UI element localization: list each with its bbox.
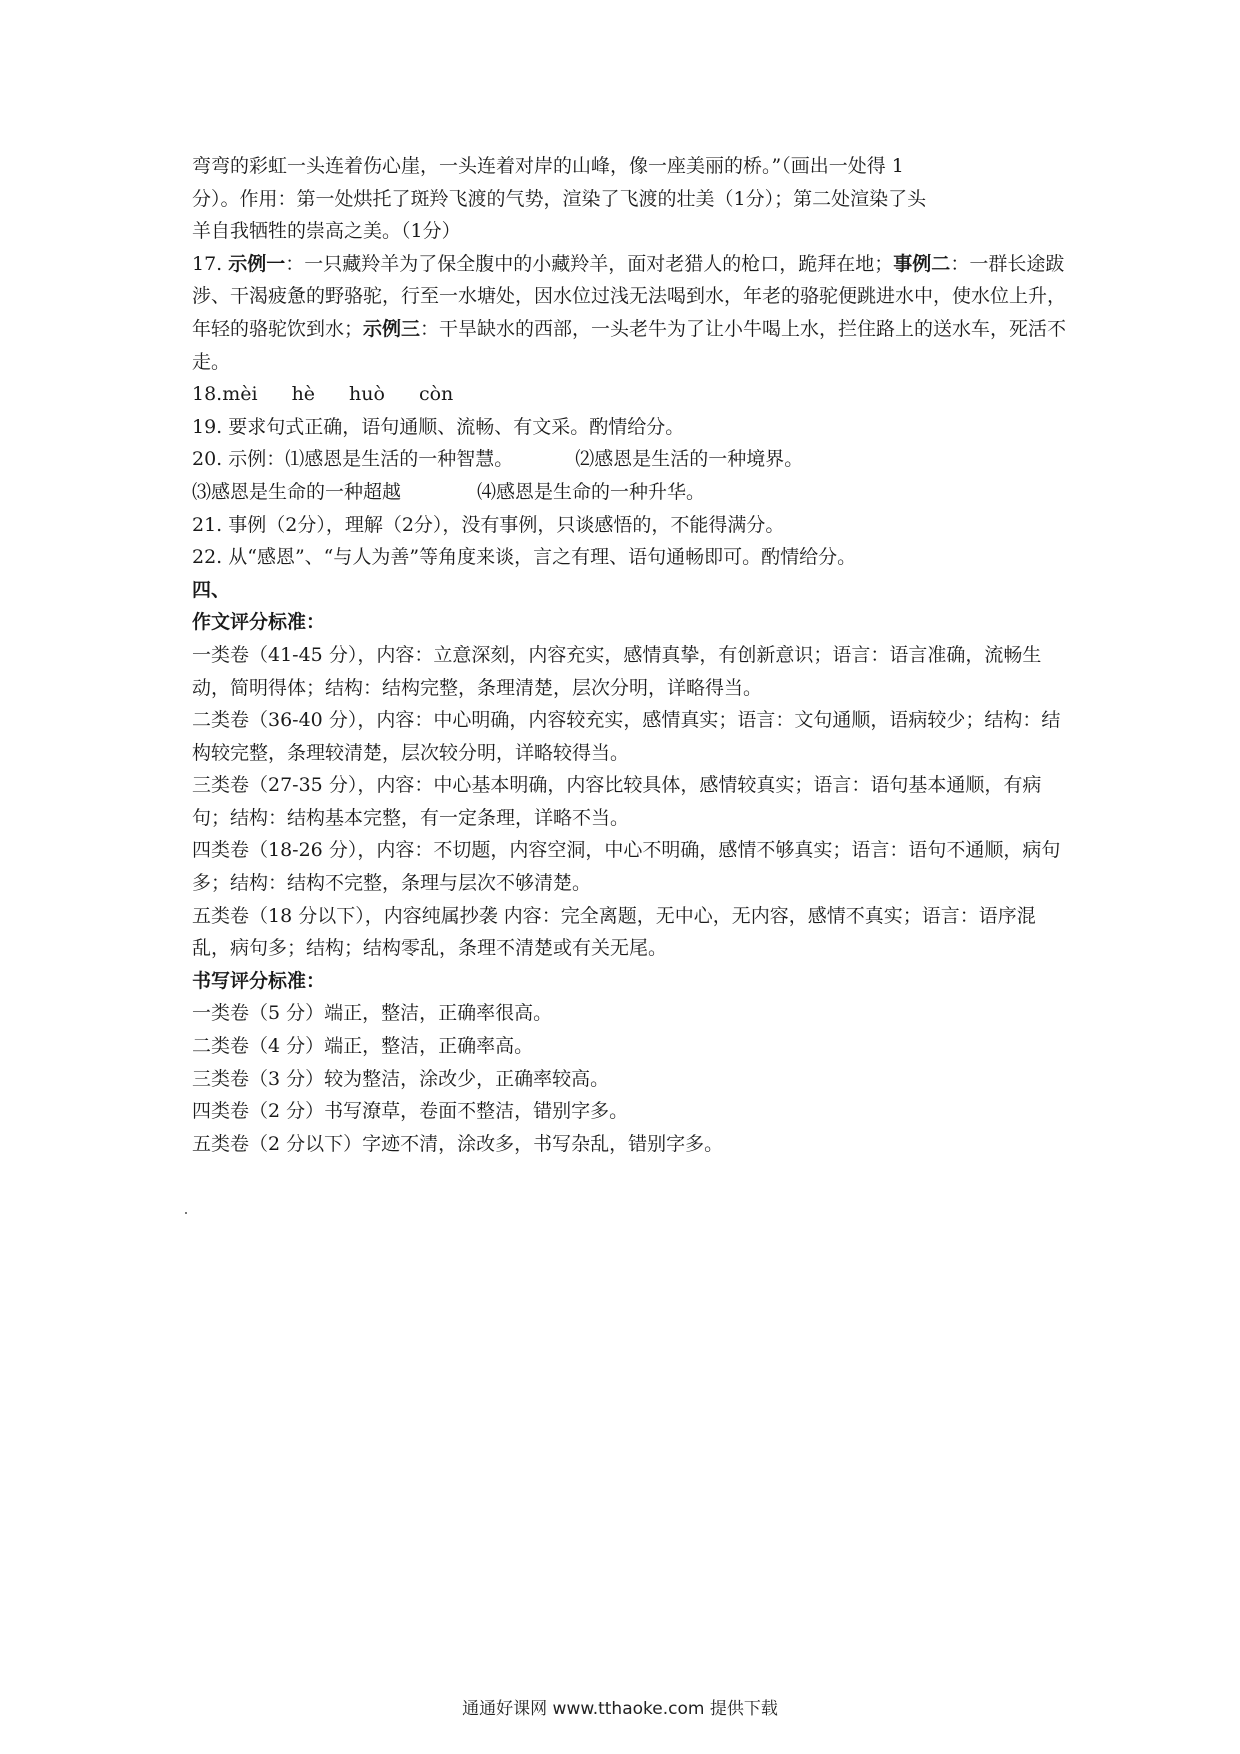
criteria-item: 一类卷（41-45 分），内容：立意深刻，内容充实，感情真挚，有创新意识；语言：语言准确，流畅生动，简明得体；结构：结构完整，条理清楚，层次分明，详略得当。 bbox=[192, 643, 1042, 699]
question-number: 17. bbox=[192, 252, 223, 275]
question-18 bbox=[192, 378, 1072, 411]
example-answer: ⑵感恩是生活的一种境界。 bbox=[575, 448, 804, 471]
example-text: ：一只藏羚羊为了保全腹中的小藏羚羊，面对老猎人的枪口，跪拜在地； bbox=[285, 252, 894, 275]
scan-speck bbox=[185, 1212, 187, 1214]
pinyin-answer: huò bbox=[349, 383, 385, 406]
question-17 bbox=[192, 248, 1072, 378]
criteria-item: 三类卷（3 分）较为整洁，涂改少，正确率较高。 bbox=[192, 1067, 610, 1090]
question-prefix: 20. 示例： bbox=[192, 448, 286, 471]
question-21: 21. 事例（2分），理解（2分），没有事例，只谈感悟的，不能得满分。 bbox=[192, 513, 785, 536]
criteria-item: 四类卷（18-26 分），内容：不切题，内容空洞，中心不明确，感情不够真实；语言：语句不通顺，病句多；结构：结构不完整，条理与层次不够清楚。 bbox=[192, 839, 1061, 895]
example-answer: ⑴感恩是生活的一种智慧。 bbox=[285, 448, 514, 471]
example-label: 事例二 bbox=[893, 252, 951, 275]
criteria-item: 五类卷（18 分以下），内容纯属抄袭 内容：完全离题，无中心，无内容，感情不真实；语言：语序混乱，病句多；结构；结构零乱，条理不清楚或有关无尾。 bbox=[192, 904, 1036, 960]
answer-line: 弯弯的彩虹一头连着伤心崖，一头连着对岸的山峰，像一座美丽的桥。”（画出一处得 1 bbox=[192, 155, 904, 177]
example-label: 示例三 bbox=[363, 317, 421, 340]
criteria-item: 一类卷（5 分）端正，整洁，正确率很高。 bbox=[192, 1002, 553, 1025]
question-19: 19. 要求句式正确，语句通顺、流畅、有文采。酌情给分。 bbox=[192, 415, 685, 438]
section-heading: 四、 bbox=[192, 578, 231, 601]
document-body bbox=[192, 150, 1072, 1160]
criteria-item: 五类卷（2 分以下）字迹不清，涂改多，书写杂乱，错别字多。 bbox=[192, 1132, 724, 1155]
answer-line: 羊自我牺牲的崇高之美。（1分） bbox=[192, 220, 461, 243]
pinyin-answer: hè bbox=[291, 383, 316, 406]
criteria-item: 三类卷（27-35 分），内容：中心基本明确，内容比较具体，感情较真实；语言：语句基本通顺，有病句；结构：结构基本完整，有一定条理，详略不当。 bbox=[192, 774, 1042, 829]
criteria-item: 二类卷（36-40 分），内容：中心明确，内容较充实，感情真实；语言：文句通顺，语病较少；结构：结构较完整，条理较清楚，层次较分明，详略较得当。 bbox=[192, 709, 1061, 764]
criteria-item: 二类卷（4 分）端正，整洁，正确率高。 bbox=[192, 1035, 534, 1058]
pinyin-answer: còn bbox=[418, 383, 454, 406]
question-number: 18. bbox=[192, 383, 223, 406]
example-text: ：干旱缺水的西部，一头老牛为了让小牛喝上水，拦住路上的送水车，死活不走。 bbox=[192, 317, 1067, 373]
example-text: ：一群长途跋涉、干渴疲惫的野骆驼，行至一水塘处，因水位过浅无法喝到水，年老的骆驼便跳进水中，使水位上升，年轻的骆驼饮到水； bbox=[192, 252, 1067, 340]
question-20 bbox=[192, 443, 1072, 476]
pinyin-answer: mèi bbox=[222, 383, 258, 406]
example-answer: ⑷感恩是生命的一种升华。 bbox=[477, 480, 706, 503]
page-footer: 通通好课网 www.tthaoke.com 提供下载 bbox=[462, 1699, 778, 1719]
example-label: 示例一 bbox=[228, 252, 286, 275]
writing-criteria-heading: 书写评分标准： bbox=[192, 969, 326, 992]
essay-criteria-heading: 作文评分标准： bbox=[192, 611, 326, 634]
question-22: 22. 从“感恩”、“与人为善”等角度来谈，言之有理、语句通畅即可。酌情给分。 bbox=[192, 546, 857, 569]
question-20-cont bbox=[192, 476, 1072, 509]
example-answer: ⑶感恩是生命的一种超越 bbox=[192, 480, 402, 503]
criteria-item: 四类卷（2 分）书写潦草，卷面不整洁，错别字多。 bbox=[192, 1100, 629, 1123]
answer-line: 分）。作用：第一处烘托了斑羚飞渡的气势，渲染了飞渡的壮美（1分）；第二处渲染了头 bbox=[192, 187, 927, 210]
